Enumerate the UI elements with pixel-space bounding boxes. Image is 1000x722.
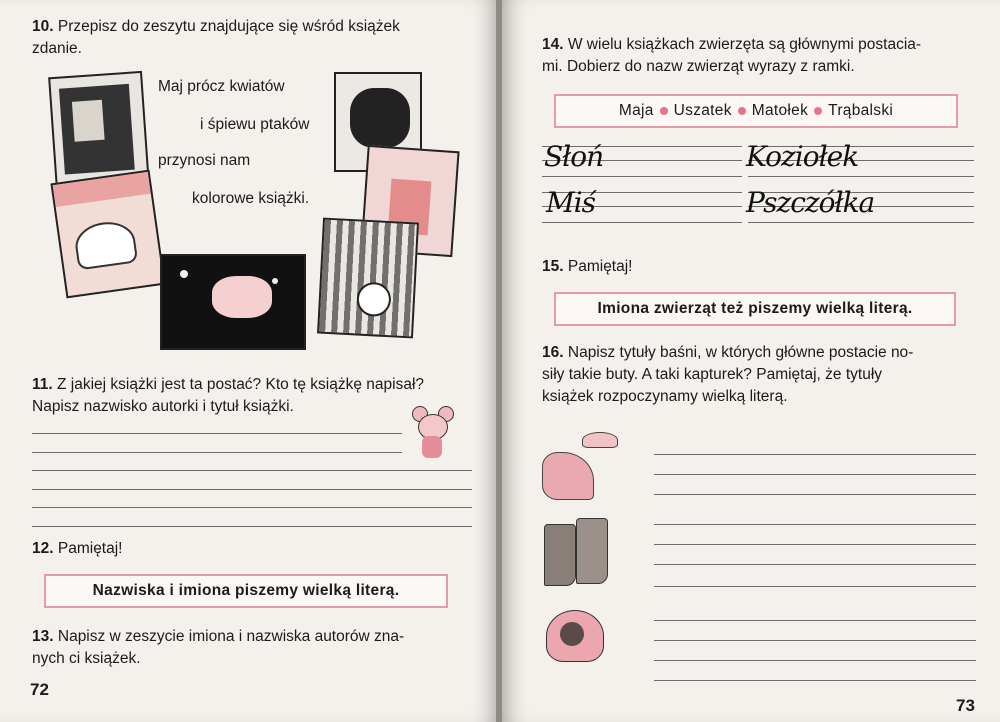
exercise-16-number: 16. <box>542 344 564 361</box>
page-number-left: 72 <box>30 680 49 699</box>
exercise-11-line1: Z jakiej książki jest ta postać? Kto tę książkę napisał? <box>57 376 425 393</box>
exercise-15-text <box>542 256 633 278</box>
poem-line-3: przynosi nam <box>158 152 251 169</box>
word-maja: Maja <box>618 102 654 119</box>
exercise-13-line1: Napisz w zeszycie imiona i nazwiska autorów zna- <box>57 628 405 645</box>
exercise-13-number: 13. <box>32 628 54 645</box>
handwritten-slon: Słoń <box>544 140 604 173</box>
handwritten-koziolek: Koziołek <box>746 140 859 173</box>
word-frame <box>554 94 958 128</box>
exercise-13-line2: nych ci książek. <box>32 650 141 667</box>
exercise-14-text <box>542 34 980 78</box>
exercise-15-label: Pamiętaj! <box>567 258 633 275</box>
separator-dot <box>814 107 822 115</box>
exercise-14-number: 14. <box>542 36 564 53</box>
handwritten-mis: Miś <box>546 186 595 219</box>
exercise-10-number: 10. <box>32 18 54 35</box>
page-73 <box>502 0 1000 722</box>
boots-illustration <box>542 518 616 588</box>
glass-slipper-illustration <box>542 432 622 502</box>
exercise-16-text <box>542 342 980 408</box>
rule-box-animals: Imiona zwierząt też piszemy wielką literą. <box>554 292 956 326</box>
page-72 <box>0 0 498 722</box>
bear-character-illustration <box>408 406 460 466</box>
rule-box-names: Nazwiska i imiona piszemy wielką literą. <box>44 574 448 608</box>
exercise-12-number: 12. <box>32 540 54 557</box>
poem-line-1: Maj prócz kwiatów <box>158 78 285 95</box>
exercise-12-text <box>32 538 123 560</box>
book-cover-koziolek <box>160 254 306 350</box>
exercise-15-number: 15. <box>542 258 564 275</box>
poem-line-4: kolorowe książki. <box>192 190 310 207</box>
poem-line-2: i śpiewu ptaków <box>200 116 310 133</box>
exercise-16-line2: siły takie buty. A taki kapturek? Pamiętaj, że tytuły <box>542 366 883 383</box>
exercise-14-line1: W wielu książkach zwierzęta są głównymi postacia- <box>567 36 922 53</box>
exercise-16-line3: książek rozpoczynamy wielką literą. <box>542 388 788 405</box>
page-number-right: 73 <box>956 696 975 715</box>
exercise-10-line2: zdanie. <box>32 40 82 57</box>
handwritten-pszczolka: Pszczółka <box>746 186 875 219</box>
word-trabalski: Trąbalski <box>828 102 894 119</box>
word-matolek: Matołek <box>751 102 809 119</box>
separator-dot <box>738 107 746 115</box>
exercise-14-line2: mi. Dobierz do nazw zwierząt wyrazy z ramki. <box>542 58 855 75</box>
exercise-11-number: 11. <box>32 376 53 393</box>
book-cover-lipek <box>317 218 419 339</box>
separator-dot <box>660 107 668 115</box>
exercise-12-label: Pamiętaj! <box>57 540 123 557</box>
red-hood-illustration <box>542 604 612 674</box>
exercise-10-text <box>32 16 472 60</box>
word-uszatek: Uszatek <box>673 102 732 119</box>
exercise-13-text <box>32 626 480 670</box>
exercise-10-line1: Przepisz do zeszytu znajdujące się wśród książek <box>57 18 400 35</box>
exercise-11-line2: Napisz nazwisko autorki i tytuł książki. <box>32 398 294 415</box>
book-cover-kaczka <box>50 170 165 299</box>
exercise-16-line1: Napisz tytuły baśni, w których główne postacie no- <box>567 344 914 361</box>
